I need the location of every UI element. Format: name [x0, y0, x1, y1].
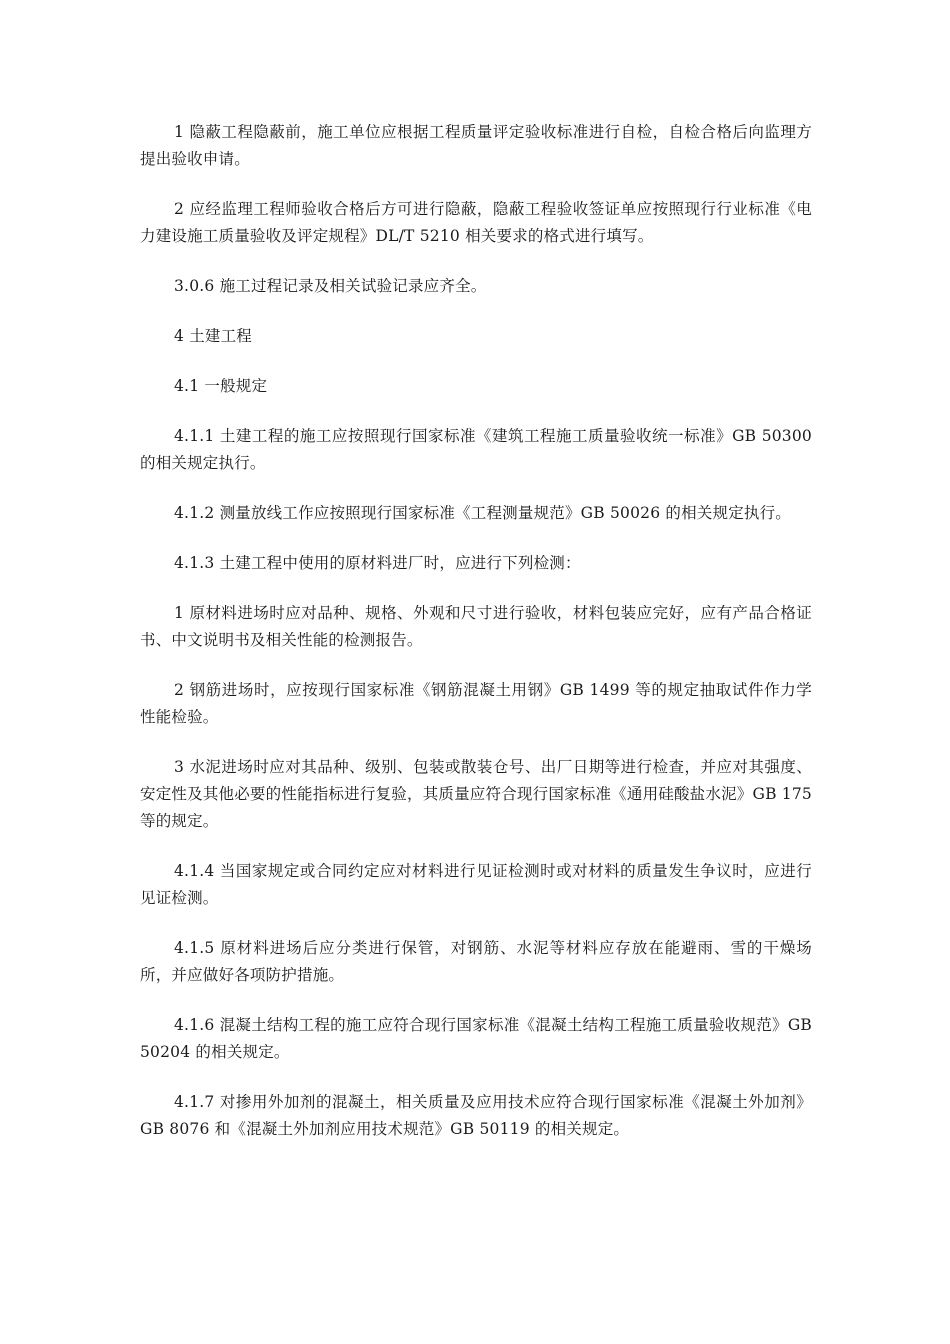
paragraph-4-1-1: 4.1.1 土建工程的施工应按照现行国家标准《建筑工程施工质量验收统一标准》GB 50300 的相关规定执行。: [140, 427, 812, 472]
paragraph-3-0-6: 3.0.6 施工过程记录及相关试验记录应齐全。: [174, 277, 487, 295]
paragraph-4-1-5: 4.1.5 原材料进场后应分类进行保管，对钢筋、水泥等材料应存放在能避雨、雪的干燥场所，并应做好各项防护措施。: [140, 939, 812, 984]
paragraph-4-1-6: 4.1.6 混凝土结构工程的施工应符合现行国家标准《混凝土结构工程施工质量验收规范》GB 50204 的相关规定。: [140, 1016, 812, 1061]
paragraph-4-1-3: 4.1.3 土建工程中使用的原材料进厂时，应进行下列检测：: [174, 554, 581, 572]
section-heading-4: 4 土建工程: [174, 327, 252, 345]
section-heading-4-1: 4.1 一般规定: [174, 377, 268, 395]
list-item-steel-bars: 2 钢筋进场时，应按现行国家标准《钢筋混凝土用钢》GB 1499 等的规定抽取试件作力学性能检验。: [140, 681, 812, 726]
list-item-cement: 3 水泥进场时应对其品种、级别、包装或散装仓号、出厂日期等进行检查，并应对其强度、安定性及其他必要的性能指标进行复验，其质量应符合现行国家标准《通用硅酸盐水泥》GB 175 等的规定。: [140, 758, 812, 830]
paragraph-4-1-4: 4.1.4 当国家规定或合同约定应对材料进行见证检测时或对材料的质量发生争议时，应进行见证检测。: [140, 862, 812, 907]
paragraph-hidden-work-self-check: 1 隐蔽工程隐蔽前，施工单位应根据工程质量评定验收标准进行自检，自检合格后向监理方提出验收申请。: [140, 123, 812, 168]
document-body: [140, 119, 812, 1166]
paragraph-4-1-2: 4.1.2 测量放线工作应按照现行国家标准《工程测量规范》GB 50026 的相关规定执行。: [174, 504, 792, 522]
list-item-raw-materials: 1 原材料进场时应对品种、规格、外观和尺寸进行验收，材料包装应完好，应有产品合格证书、中文说明书及相关性能的检测报告。: [140, 604, 812, 649]
paragraph-4-1-7: 4.1.7 对掺用外加剂的混凝土，相关质量及应用技术应符合现行国家标准《混凝土外加剂》GB 8076 和《混凝土外加剂应用技术规范》GB 50119 的相关规定。: [140, 1093, 812, 1138]
paragraph-hidden-work-acceptance: 2 应经监理工程师验收合格后方可进行隐蔽，隐蔽工程验收签证单应按照现行行业标准《电力建设施工质量验收及评定规程》DL/T 5210 相关要求的格式进行填写。: [140, 200, 812, 245]
